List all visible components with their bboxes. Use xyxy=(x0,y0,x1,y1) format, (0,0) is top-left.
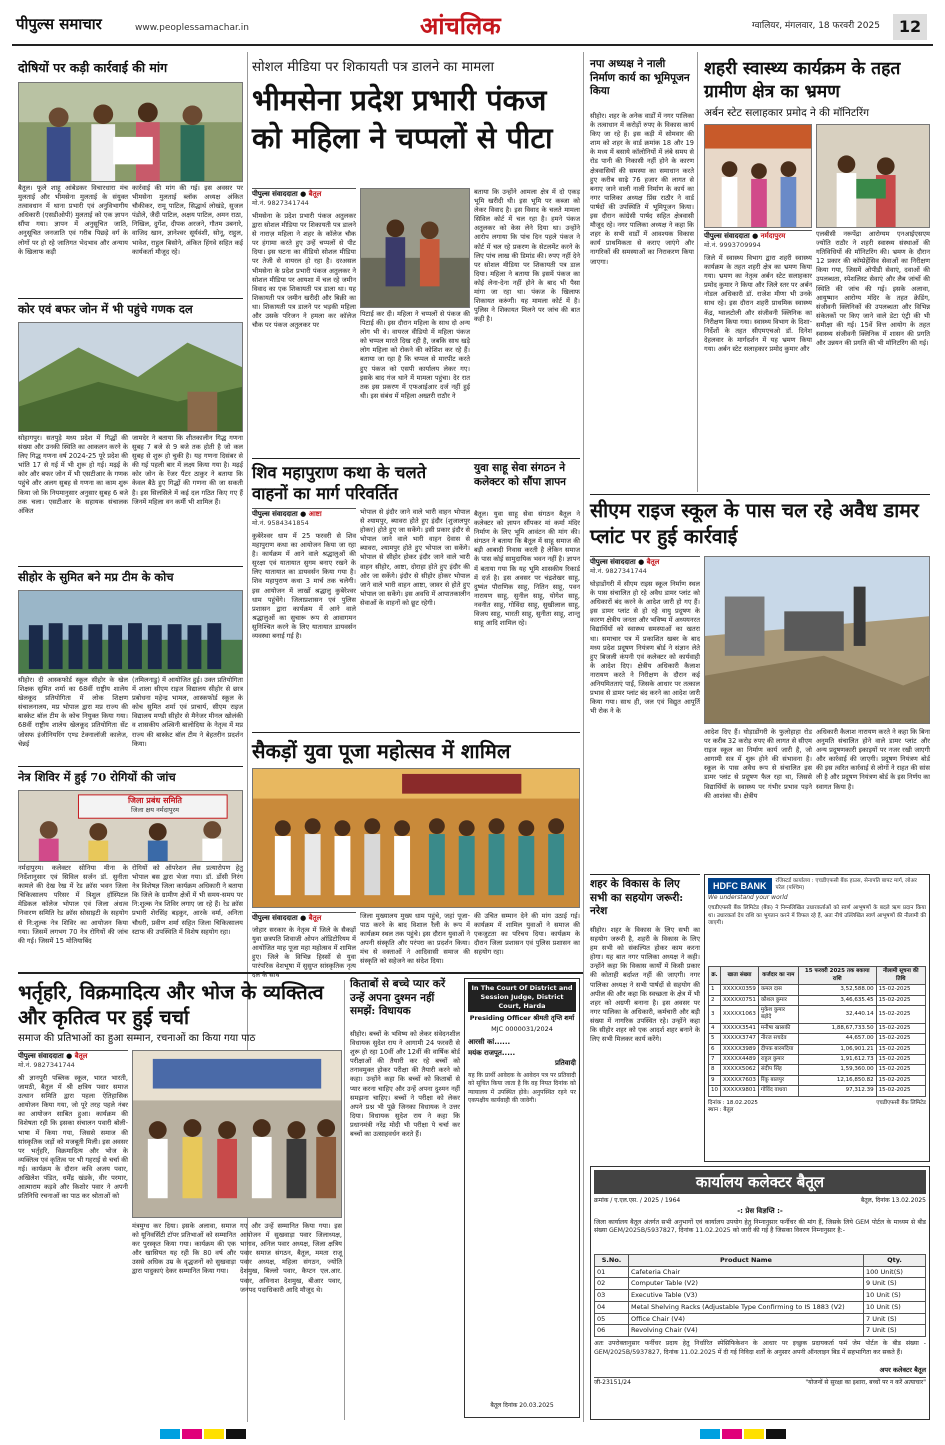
hdfc-table-cell: 1 xyxy=(709,985,721,995)
hdfc-logo: HDFC BANK xyxy=(708,878,772,894)
article-body: बैतूल। युवा साहू सेवा संगठन बैतूल ने कलेक्टर को ज्ञापन सौंपकर मां कर्मा मंदिर निर्माण के लिए भूमि आवंटन की मांग की। संगठन ने बताया कि बैतूल में साहू समाज की बड़ी आबादी निवास करती है लेकिन समाज के पास कोई सामुदायिक भवन नहीं है। ज्ञापन में बताया गया कि यह भूमि शासकीय रिकार्ड में दर्ज है। इस अवसर पर चंद्रशेखर साहू, दुष्यंत पौराणिक साहू, नितिन साहू, पवन नारायण साहू, सुनील साहू, योगेश साहू, नवनीत साहू, गोविंदा साहू, सुखीलाल साहू, विजय साहू, भारती साहू, सुनीता साहू, शान्तु साहू आदि शामिल रहे। xyxy=(474,510,580,628)
hdfc-table-cell: नीरज सचदेव xyxy=(758,1034,798,1044)
article-body: सोहागपुर। सतपुड़े मध्य प्रदेश में गिद्धों की संख्या और उनकी स्थिति का आकलन करने के लिए गिद्ध गणना वर्ष 2024-25 पूरे प्रदेश की भांति 17 से गई में भी शुरू हो गई। मढ़ई के कोर और बफर जोन में भी एसटीआर के गणक पहुंचे और अलग सुबह से गणना का काम शुरू किया जो कि नियमानुसार अनुसार सुबह 6 बजे तक चला। एसटीआर के सहायक संचालक अंकित xyxy=(18,434,128,515)
lead-headline: भीमसेना प्रदेश प्रभारी पंकज को महिला ने चप्पलों से पीटा xyxy=(252,83,553,155)
article-body: जिला मुख्यालय मुख्य धाम पहुंचे, जहां पूजा-पाठ करने के बाद विशाल रैली के रूप में कार्यक्रम स्थल तक पहुंचे। इस दौरान युवाओं ने अपनी संस्कृति और परंपरा का प्रदर्शन किया। मंच से वक्ताओं ने आदिवासी समाज की संस्कृति को सहेजने का संदेश दिया। xyxy=(360,912,470,966)
court-party: प्रतिवादी xyxy=(554,1058,576,1067)
article-body: की उचित सम्मान देने की मांग उठाई गई। कार्यक्रम में शामिल युवाओं ने समाज की एकजुटता का परिचय दिया। कार्यक्रम के दौरान जिला प्रशासन एवं पुलिस प्रशासन का सहयोग रहा। xyxy=(474,912,580,957)
court-sign: बैतूल दिनांक 20.03.2025 xyxy=(490,1402,554,1410)
subheadline: अर्बन स्टेट सलाहकार प्रमोद ने की मॉनिटरिंग xyxy=(704,107,870,119)
hdfc-table-cell: XXXXX0751 xyxy=(721,995,759,1005)
collector-col-header: Product Name xyxy=(629,1254,864,1266)
byline-location: बैतूल xyxy=(74,1052,88,1060)
byline-reporter: पीपुल्स संवाददाता xyxy=(252,914,298,922)
collector-table-row xyxy=(595,1313,926,1325)
festival-photo xyxy=(252,768,580,908)
hdfc-table-cell: 6 xyxy=(709,1044,721,1054)
hdfc-table-cell: 2 xyxy=(709,995,721,1005)
byline-mobile: मो.नं. 9993709994 xyxy=(704,241,761,250)
hdfc-col-header: कर्जदार का नाम xyxy=(758,967,798,985)
hdfc-col-header: 15 फरवरी 2025 तक बकाया राशि xyxy=(798,967,876,985)
registration-mark xyxy=(160,1429,180,1439)
collector-table-cell: Executive Table (V3) xyxy=(629,1290,864,1302)
collector-footer-ref: जी-23151/24 xyxy=(594,1378,631,1386)
collector-table-cell: Computer Table (V2) xyxy=(629,1278,864,1290)
article-body: बताया कि उन्होंने आमला क्षेत्र में दो एकड़ भूमि खरीदी थी। इस भूमि पर कब्जा को लेकर विवाद है। इस विवाद के चलते मामला सिविल कोर्ट में चल रहा है। हमने पंकज अतुलकर को केस लेने दिया था। उन्होंने आरोप लगाया कि पांच दिन पहले पंकज ने कोर्ट में चल रहे प्रकरण के सेटलमेंट करने के लिए पांच लाख की डिमांड की। रुपए नहीं देने पर सोशल मीडिया पर शिकायती पत्र डाल दिया। महिला ने बताया कि इसमें पंकज का कोई लेना-देना नहीं होने के बाद भी पैसा मांगा जा रहा था। पंकज के खिलाफ शिकायत करूंगी। यह मामला कोर्ट में है। पुलिस ने शिकायत मिलने पर जांच की बात कही है। xyxy=(474,188,580,324)
hdfc-table-cell: गोविंद वाधवा xyxy=(758,1086,798,1096)
collector-table-row xyxy=(595,1301,926,1313)
hdfc-table-cell: कौशल कुमार xyxy=(758,995,798,1005)
hdfc-col-header: खाता संख्या xyxy=(721,967,759,985)
hdfc-table-cell: XXXXX1063 xyxy=(721,1005,759,1023)
headline: नेत्र शिविर में हुई 70 रोगियों की जांच xyxy=(18,770,176,784)
registration-mark xyxy=(226,1429,246,1439)
registration-mark xyxy=(744,1429,764,1439)
article-body: पिटाई कर दी। महिला ने चप्पलों से पंकज की पिटाई की। इस दौरान महिला के साथ दो अन्य लोग भी थे। वायरल वीडियो में महिला पंकज को चप्पल मारते दिख रही है, जबकि साथ खड़े लोग महिला को रोकने की कोशिश कर रहे हैं। बताया जा रहा है कि चप्पल से मारपीट करते हुए पंकज को एसपी कार्यालय लेकर गए। इसके बाद गंज थाने में मामला पहुंचा। देर रात तक इस प्रकरण में एफआईआर दर्ज नहीं हुई थी। इस संबंध में महिला अख्तरी राठौर ने xyxy=(360,310,470,400)
collector-table-cell: 10 Unit (S) xyxy=(864,1290,926,1302)
court-body: यह कि प्रार्थी आवेदक के आवेदन पत्र पर प्रतिवादी को सूचित किया जाता है कि वह नियत दिनांक को न्यायालय में उपस्थित होवे। अनुपस्थित रहने पर एकपक्षीय कार्यवाही की जावेगी। xyxy=(468,1072,576,1104)
hdfc-table-cell: कमल दास xyxy=(758,985,798,995)
hdfc-table-cell: 15-02-2025 xyxy=(876,1034,925,1044)
byline-location: बैतूल xyxy=(308,190,322,198)
collector-notice xyxy=(590,1166,930,1420)
banner-text: जिला प्रबंध समिति xyxy=(127,796,182,805)
hdfc-table-cell: 1,91,612.73 xyxy=(798,1055,876,1065)
hdfc-table-cell: 15-02-2025 xyxy=(876,1044,925,1054)
byline-location: आष्टा xyxy=(308,510,322,518)
article-body: (तमिलनाडु) में आयोजित हुई। उक्त प्रतियोगिता में शाला सीएम राइज विद्यालय सीहोर से छात्र प्रबोधना महेन्द्र भामल, आस्कफोर्ड स्कूल के कोच सुमित शर्मा एवं प्राचार्य, सीएम राइज विद्यालय मण्डी सीहोर से मैनेजर मीनल खोलंकी व शासकीय अश्विनी बालोदिया के नेतृत्व में मप्र राज्य की बास्केट बॉल टीम ने बेहतरीन प्रदर्शन किया। xyxy=(132,676,243,748)
hdfc-table-cell: XXXXX9801 xyxy=(721,1086,759,1096)
article-body: सीहोर। दी आस्कफोर्ड स्कूल सीहोर के खेल शिक्षक सुमित शर्मा का 68वीं राष्ट्रीय शालेय खेलकूद प्रतियोगिता में लोक शिक्षण संचालनालय, मप्र भोपाल द्वारा मप्र राज्य की बास्केट बॉल टीम के कोच नियुक्त किया गया। 68वीं राष्ट्रीय शालेय खेलकूद प्रतियोगिता सेंट जोसफ इंजीनियरिंग एण्ड टेक्नालॉजी कालेज, चेन्नई xyxy=(18,676,128,748)
hdfc-table-cell: 8 xyxy=(709,1065,721,1075)
byline-mobile: मो.नं. 9827341744 xyxy=(18,1061,75,1070)
byline-mobile: मो.नं. 9584341854 xyxy=(252,519,309,528)
collector-table-cell: 100 Unit(S) xyxy=(864,1266,926,1278)
hdfc-table-cell: 32,440.14 xyxy=(798,1005,876,1023)
hdfc-table-cell: 15-02-2025 xyxy=(876,1005,925,1023)
hdfc-table-cell: राहुल कुमार xyxy=(758,1055,798,1065)
article-body: श्री ज्ञानपुरी पब्लिक स्कूल, भारत भारती, जामठी, बैतूल में श्री क्षत्रिय पवार समाज उत्थान समिति द्वारा पहला ऐतिहासिक आयोजन किया गया, जो पूरे तरह पहले नंबर का आयोजन साबित हुआ। कार्यक्रम की विशेषता रही कि इसका संचालन पवारी बोली-भाषा में किया गया, जिससे समाज की सांस्कृतिक जड़ों को मजबूती मिली। इस अवसर पर भर्तृहरि, विक्रमादित्य और भोज के व्यक्तित्व एवं कृतित्व पर भी गहराई से चर्चा की गई। कार्यक्रम के दौरान कवि अजय पवार, अखिलेश पंडित, धर्मेंद्र खंडके, वीर परमार, आत्माराम कड़वे और किशोर पवार ने अपनी प्रतिनिधि रचनाओं का पाठ कर श्रोताओं को xyxy=(18,1074,128,1201)
court-ref: MJC 0000031/2024 xyxy=(491,1025,553,1034)
asphalt-plant-photo xyxy=(704,556,930,724)
hdfc-table-cell: 3,46,635.45 xyxy=(798,995,876,1005)
page-number: 12 xyxy=(893,14,927,40)
hdfc-table-cell: 1,06,901.21 xyxy=(798,1044,876,1054)
byline-reporter: पीपुल्स संवाददाता xyxy=(704,232,750,240)
registration-mark xyxy=(722,1429,742,1439)
hdfc-table-cell: मनीषा खासकी xyxy=(758,1023,798,1033)
collector-table-row xyxy=(595,1266,926,1278)
headline: कोर एवं बफर जोन में भी पहुंचे गणक दल xyxy=(18,302,193,316)
banner-subtext: जिला क्षय नर्मदापुरम xyxy=(130,806,180,814)
headline: शिव महापुराण कथा के चलते वाहनों का मार्ग परिवर्तित xyxy=(252,463,427,504)
byline-mobile: मो.नं. 9827341744 xyxy=(590,567,647,576)
hdfc-table-row xyxy=(709,1065,926,1075)
byline-location: बैतूल xyxy=(646,558,660,566)
collector-intro: जिला कार्यालय बैतूल अंतर्गत सभी अनुभागों एवं कार्यालय उपयोग हेतु निम्नानुसार फर्नीचर की मांग हैं, जिसके लिये GEM पोर्टल के माध्यम से बीड संख्या GEM/2025B/5937827, दिनांक 11.02.2025 को जारी की गई है जिसका विवरण निम्नानुसार है:- xyxy=(594,1218,926,1235)
hdfc-table-cell: 9 xyxy=(709,1075,721,1085)
kicker: सोशल मीडिया पर शिकायती पत्र डालने का मामला xyxy=(252,59,495,75)
article-body: भीमसेना के प्रदेश प्रभारी पंकज अतुलकर द्वारा सोशल मीडिया पर शिकायती पत्र डालने से नाराज़ महिला ने शहर के कॉलेज चौक पर हंगामा करते हुए उन्हें चप्पलों से पीट दिया। इस घटना का वीडियो सोशल मीडिया पर तेजी से वायरल हो रहा है। दरअसल भीमसेना के प्रदेश प्रभारी पंकज अतुलकर ने सोशल मीडिया पर आयशा में चल रहे जमीन विवाद का एक शिकायती पत्र डाला था। यह शिकायती पत्र जमीन खरीदी और बिक्री का था। शिकायती पत्र डालने पर भड़की महिला और उसके परिजन ने हमला कर कॉलेज चौक पर पंकज अतुलकर पर xyxy=(252,212,356,330)
hdfc-table-cell: 3 xyxy=(709,1005,721,1023)
collector-table-cell: 02 xyxy=(595,1278,629,1290)
court-party: आरसी कां...... xyxy=(468,1037,511,1046)
article-body: भोपाल से इंदौर जाने वाले भारी वाहन भोपाल से श्यामपुर, ब्यावरा होते हुए इंदौर (शुजालपुर होकर) होते हुए जा सकेंगे। इसी प्रकार इंदौर से भोपाल जाने वाले भारी वाहन देवास से ब्यावरा, श्यामपुर होते हुए भोपाल जा सकेंगे। भोपाल से सीहोर होकर इंदौर जाने वाले भारी वाहन सीहोर, आष्टा, दोराहा होते हुए इंदौर की ओर जा सकेंगे। इंदौर से सीहोर होकर भोपाल जाने वाले भारी वाहन आष्टा, जावर से होते हुए भोपाल जा सकेंगे। इस अवधि में आपातकालीन सेवाओं के वाहनों को छूट रहेगी। xyxy=(360,508,470,607)
hdfc-col-header: नीलामी सूचना की तिथि xyxy=(876,967,925,985)
headline: सीएम राइज स्कूल के पास चल रहे अवैध डामर प्लांट पर हुई कार्रवाई xyxy=(590,499,919,549)
byline-reporter: पीपुल्स संवाददाता xyxy=(252,190,298,198)
byline-reporter: पीपुल्स संवाददाता xyxy=(252,510,298,518)
collector-subject: -: प्रेस विज्ञप्ति :- xyxy=(737,1207,783,1216)
registration-mark xyxy=(204,1429,224,1439)
article-body: आदेश दिए हैं। घोड़ाडोंगरी के फुलोहाहा रोड पर करीब 32 करोड़ रुपए की लागत से सीएम राइज स्कूल का निर्माण कार्य जारी है, जो आगामी सत्र में शुरू होने की संभावना है। स्कूल के पास अवैध रूप से संचालित इस डामर प्लांट से प्रदूषण फैल रहा था, जिससे विद्यार्थियों के स्वास्थ्य पर गंभीर प्रभाव पड़ने की आशंका थी। क्षेत्रीय xyxy=(704,728,812,800)
newspaper-logo: पीपुल्स समाचार xyxy=(16,15,102,33)
headline: भर्तृहरि, विक्रमादित्य और भोज के व्यक्तित्व और कृतित्व पर हुई चर्चा xyxy=(18,981,324,1030)
hdfc-address: रजिस्टर्ड कार्यालय : एचडीएफसी बैंक हाउस, सेनापति बापट मार्ग, लोअर परेल (पश्चिम) xyxy=(775,878,917,892)
hdfc-table-cell: 1,59,360.00 xyxy=(798,1065,876,1075)
masthead-rule xyxy=(12,44,933,46)
hdfc-table-row xyxy=(709,995,926,1005)
collector-table xyxy=(594,1254,926,1337)
byline-location: बैतूल xyxy=(308,914,322,922)
article-body: कुबेरेश्वर धाम में 25 फरवरी से शिव महापुराण कथा का आयोजन किया जा रहा है। कार्यक्रम में आने वाले श्रद्धालुओं की सुरक्षा एवं यातायात सुगम बनाए रखने के लिए यातायात का डायवर्सन किया गया है। शिव महापुराण कथा 3 मार्च तक चलेगी। इस आयोजन में लाखों श्रद्धालु कुबेरेश्वर धाम पहुंचेंगे। जिलाप्रशासन एवं पुलिस प्रशासन द्वारा कार्यक्रम में आने वाले श्रद्धालुओं का सुचारू रूप से आवागमन सुनिश्चित करने के लिए यातायात डायवर्सन व्यवस्था बनाई गई है। xyxy=(252,532,356,641)
hdfc-table-row xyxy=(709,1023,926,1033)
court-title: Session Judge, District Court, Harda xyxy=(480,992,564,1010)
byline-block: पीपुल्स संवाददाता ● बैतूल मो.नं. 9827341744 xyxy=(18,1050,128,1070)
collector-outro: अतः उपरोक्तानुसार फर्नीचर प्रदाय हेतु निर्धारित स्पेसिफिकेशन के आधार पर इच्छुक प्रदायकर्ता फर्म जेम पोर्टल के बीड संख्या - GEM/2025B/5937827, दिनांक 11.02.2025 में दी गई निविदा शर्तों के अनुसार अपनी ऑनलाइन बिड में सहभागिता कर सकते हैं। xyxy=(594,1340,926,1356)
collector-table-cell: Office Chair (V4) xyxy=(629,1313,864,1325)
incident-photo xyxy=(360,188,470,308)
headline: युवा साहू सेवा संगठन ने कलेक्टर को सौंपा ज्ञापन xyxy=(474,462,566,488)
article-body: मंत्रमुग्ध कर दिया। इसके अलावा, समाज को यूनिवर्सिटी टॉपर प्रतिभाओं को सम्मानित कर पुरस्कृत किया गया। कार्यक्रम की एक और खासियत यह रही कि 80 वर्ष और उससे अधिक उम्र के वृद्धजनों को सुखवाड़ा द्वारा पादुकाएं देकर सम्मानित किया गया। xyxy=(132,1222,236,1276)
byline-location: नर्मदापुरम xyxy=(760,232,786,240)
article-body: जामदेर ने बताया कि शीतकालीन गिद्ध गणना सुबह 7 बजे से 9 बजे तक होती है जो कल सुबह से शुरू हो चुकी है। यह गणना दिसंबर से की गई पहली बार में लक्ष्य किया गया है। मढ़ई कोर जोन के रेंजर पैंटर ठाकुर ने बताया कि केवल बैठे हुए गिद्धों की गणना की जा सकती है। इस सिलसिले में कई दल गठित किए गए हैं जिनमें महिला वन कर्मी भी शामिल हैं। xyxy=(132,434,243,506)
hdfc-table-cell: रिंकू बालपुर xyxy=(758,1075,798,1085)
hdfc-table-cell: दीपक बारमदिया xyxy=(758,1044,798,1054)
hdfc-table-cell: 10 xyxy=(709,1086,721,1096)
column-divider xyxy=(697,52,698,492)
hdfc-table-cell: 15-02-2025 xyxy=(876,1075,925,1085)
byline-reporter: पीपुल्स संवाददाता xyxy=(18,1052,64,1060)
byline-mobile: मो.नं. 9827341744 xyxy=(252,199,309,208)
health-meeting-photo xyxy=(816,124,930,228)
byline-block: पीपुल्स संवाददाता ● बैतूल xyxy=(252,912,356,923)
article-body: सीहोर। शहर के अनेक वार्डों में नगर पालिका के तत्वाधान में करोड़ों रुपए के विकास कार्य किए जा रहे हैं। इस कड़ी में सोमवार की शाम को शहर के वार्ड क्रमांक 18 और 19 के मध्य में बसाये कॉलोनियों में लंबे समय से रोड पानी की निकासी नहीं होने के कारण क्षेत्रवासियों की समस्या का समाधान करते हुए करीब साढ़े 76 हजार की लागत से बनाए जाने वाली नाली निर्माण के कार्य का नगर पालिका अध्यक्ष प्रिंस राठौर ने वार्ड पार्षदों की उपस्थिति में भूमिपूजन किया। इस दौरान कांग्रेसी पार्षद सहित क्षेत्रवासी मौजूद रहे। नगर पालिका अध्यक्ष ने कहा कि शहर के सभी वार्डों में आवश्यक विकास कार्य प्राथमिकता से कराए जाएंगे और नागरिकों की समस्याओं का निराकरण किया जाएगा। xyxy=(590,112,694,266)
collector-col-header: Qty. xyxy=(864,1254,926,1266)
court-notice xyxy=(464,978,580,1418)
hdfc-table-cell: XXXXX4489 xyxy=(721,1055,759,1065)
hdfc-table-cell: 15-02-2025 xyxy=(876,1055,925,1065)
collector-sign: अपर कलेक्टर बैतूल xyxy=(879,1366,926,1375)
hdfc-sign: एचडीएफसी बैंक लिमिटेड xyxy=(876,1099,926,1106)
protest-photo xyxy=(18,82,243,182)
health-visit-photo xyxy=(704,124,812,228)
hdfc-table-row xyxy=(709,1005,926,1023)
hdfc-table-cell: XXXXX7603 xyxy=(721,1075,759,1085)
headline: नपा अध्यक्ष ने नाली निर्माण कार्य का भूमिपूजन किया xyxy=(590,58,690,98)
hdfc-auction-notice xyxy=(704,874,930,1162)
byline-block: पीपुल्स संवाददाता ● नर्मदापुरम मो.नं. 9993709994 xyxy=(704,230,812,250)
hdfc-table-row xyxy=(709,1075,926,1085)
hdfc-table-cell: 5 xyxy=(709,1034,721,1044)
headline: सैकड़ों युवा पूजा महोत्सव में शामिल xyxy=(252,739,511,763)
hdfc-table-cell: XXXXX3989 xyxy=(721,1044,759,1054)
section-title: आंचलिक xyxy=(420,11,501,40)
forest-photo xyxy=(18,322,243,432)
article-body: जिले में स्वास्थ्य विभाग द्वारा शहरी स्वास्थ्य कार्यक्रम के तहत शहरी क्षेत्र का भ्रमण किया गया। भ्रमण का नेतृत्व अर्बन स्टेट सलाहकार प्रमोद कुमार ने किया और जिले स्तर पर अर्बन नोडल अधिकारी डॉ. राजेश मीणा भी उनके साथ रहे। इस दौरान शहरी प्राथमिक स्वास्थ्य केंद्र, ग्वालटोली और संजीवनी क्लिनिक का निरीक्षण किया गया। स्वास्थ्य विभाग के दिशा-निर्देशों के तहत सीएमएचओ डॉ. दिनेश देहलवार के मार्गदर्शन में यह भ्रमण किया गया। अर्बन स्टेट सलाहकार प्रमोद कुमार और xyxy=(704,254,812,353)
collector-slogan: "योजनों से सुरक्षा का इशारा, बच्चों पर न करें अत्याचार" xyxy=(805,1378,926,1386)
hdfc-table-cell: XXXXX5062 xyxy=(721,1065,759,1075)
hdfc-intro: एचडीएफसी बैंक लिमिटेड (बैंक) ने निम्नलिखित उधारकर्ताओं को स्वर्ण आभूषणों के बदले ऋण प्रदान किया था। उधारकर्ता देय राशि का भुगतान करने में विफल रहे हैं, अतः नीचे उल्लिखित स्वर्ण आभूषणों की नीलामी की जाएगी। xyxy=(708,905,926,927)
court-title: In The Court Of District and xyxy=(471,984,573,992)
registration-mark xyxy=(182,1429,202,1439)
court-officer: Presiding Officer श्रीमती तृप्ति शर्मा xyxy=(469,1014,575,1023)
collector-table-cell: 7 Unit (S) xyxy=(864,1325,926,1337)
hdfc-table-cell: 7 xyxy=(709,1055,721,1065)
collector-table-cell: Cafeteria Chair xyxy=(629,1266,864,1278)
collector-table-cell: 06 xyxy=(595,1325,629,1337)
hdfc-table-cell: 44,657.00 xyxy=(798,1034,876,1044)
hdfc-date: दिनांक : 18.02.2025 xyxy=(708,1099,758,1106)
court-party: मयंक राजपूत..... xyxy=(468,1049,516,1058)
dateline: ग्वालियर, मंगलवार, 18 फरवरी 2025 xyxy=(752,21,880,31)
collector-table-cell: 05 xyxy=(595,1313,629,1325)
registration-mark xyxy=(766,1429,786,1439)
collector-table-cell: 03 xyxy=(595,1290,629,1302)
collector-date: बैतूल, दिनांक 13.02.2025 xyxy=(860,1197,926,1205)
hdfc-table-cell: 15-02-2025 xyxy=(876,1086,925,1096)
collector-table-cell: 04 xyxy=(595,1301,629,1313)
hdfc-table-row xyxy=(709,985,926,995)
headline: किताबों से बच्चे प्यार करें उन्हें अपना दुश्मन नहीं समझें: विधायक xyxy=(350,978,446,1018)
article-body: जोहार सरकार के नेतृत्व में जिले के सैकड़ों युवा छत्रपति शिवाजी ओपन ऑडिटोरियम में आयोजित माह पूजा महा महोत्सव में शामिल हुए। जिले के विभिन्न हिस्सों से युवा पारंपरिक वेशभूषा में सुसुप्त सांस्कृतिक नृत्य दल के साथ xyxy=(252,926,356,980)
hdfc-table-row xyxy=(709,1055,926,1065)
collector-table-row xyxy=(595,1278,926,1290)
article-body: एलबीसी नरूपेंद्रा आरोग्यम एनआईएसएम ज्योति राठौर ने शहरी स्वास्थ्य संस्थाओं की गतिविधियों की मॉनिटरिंग की। भ्रमण के दौरान 12 प्रकार की कॉम्प्रेहेंसिव सेवाओं का निरीक्षण किया गया, जिसमें ओपीडी सेवाएं, दवाओं की उपलब्धता, स्पेशलिस्ट सेवाएं और लैब जांचों की स्थिति की जांच की गई। इसके अलावा, आयुष्मान आरोग्य मंदिर के तहत क्रेडिंग, संजीवनी क्लिनिकों की उपलब्धता और विभिन्न संकेतकों पर किए जाने वाले डेटा एंट्री की भी समीक्षा की गई। 15वें वित्त आयोग के तहत स्वास्थ्य संजीवनी क्लिनिक में शासन की प्रगति और उन्नयन की प्रगति की भी मॉनिटरिंग की गई। xyxy=(816,230,930,348)
article-body: घोड़ाडोंगरी में सीएम राइस स्कूल निर्माण स्थल के पास संचालित हो रहे अवैध डामर प्लांट को अधिकारों बंद करने के आदेश जारी हो गए हैं। इस डामर प्लांट से हो रहे वायु प्रदूषण के कारण क्षेत्रीय जनता और भविष्य में अध्ययनरत विद्यार्थियों को स्वास्थ्य समस्याओं का खतरा था। समाचार पत्र में प्रकाशित खबर के बाद मध्य प्रदेश प्रदूषण नियंत्रण बोर्ड ने संज्ञान लेते हुए बिजली कंपनी एवं कलेक्टर को कार्यवाही के आदेश दिए। क्षेत्रीय अधिकारी कैलाश नारायण करते ने निरीक्षण के दौरान कई अनियमितताएं पाईं, जिसके आधार पर तत्काल प्रभाव से डामर प्लांट बंद करने का आदेश जारी किया गया। साथ ही, जल एवं विद्युत आपूर्ति भी रोक ने के xyxy=(590,580,700,716)
byline-block: पीपुल्स संवाददाता ● बैतूल मो.नं. 9827341744 xyxy=(590,556,700,576)
collector-table-cell: 01 xyxy=(595,1266,629,1278)
hdfc-table-cell: 15-02-2025 xyxy=(876,1065,925,1075)
hdfc-table-cell: XXXXX3541 xyxy=(721,1023,759,1033)
hdfc-table-cell: 1,88,67,733.50 xyxy=(798,1023,876,1033)
hdfc-table xyxy=(708,966,926,1096)
collector-col-header: S.No. xyxy=(595,1254,629,1266)
collector-title: कार्यालय कलेक्टर बैतूल xyxy=(594,1170,926,1194)
team-photo xyxy=(18,590,243,674)
headline: दोषियों पर कड़ी कार्रवाई की मांग xyxy=(18,60,168,75)
headline: सीहोर के सुमित बने मप्र टीम के कोच xyxy=(18,570,174,584)
hdfc-table-cell: मुकेश कुमार बड़ोदे xyxy=(758,1005,798,1023)
website-url[interactable]: www.peoplessamachar.in xyxy=(135,23,249,33)
subheadline: समाज की प्रतिभाओं का हुआ सम्मान, रचनाओं का किया गया पाठ xyxy=(18,1033,256,1044)
collector-table-cell: Revolving Chair (V4) xyxy=(629,1325,864,1337)
hdfc-table-cell: 12,16,850.82 xyxy=(798,1075,876,1085)
collector-ref: क्रमांक / ए.एल.एस. / 2025 / 1964 xyxy=(594,1197,681,1205)
column-divider xyxy=(583,52,584,1422)
masthead xyxy=(0,0,945,50)
hdfc-tagline: We understand your world xyxy=(708,894,788,902)
hdfc-table-row xyxy=(709,1034,926,1044)
hdfc-table-cell: 15-02-2025 xyxy=(876,1023,925,1033)
byline-block: पीपुल्स संवाददाता ● बैतूल मो.नं. 9827341744 xyxy=(252,188,356,208)
collector-table-row xyxy=(595,1325,926,1337)
hdfc-table-row xyxy=(709,1044,926,1054)
hdfc-table-cell: 97,312.39 xyxy=(798,1086,876,1096)
article-body: रोगियों को ऑपरेशन लेंस प्रत्यारोपण हेतु भोपाल बस द्वारा भेजा गया। डॉ. डोंसी निरंग नेत्र विशेषज्ञ जिला कार्यक्रम अधिकारी ने बताया कि जिले के ग्रामीण क्षेत्रों में भी समय-समय पर नि:शुल्क नेत्र शिविर लगाए जा रहे हैं। रेड क्रॉस प्रभारी शेरसिंह बड़कुर, आरके वर्मा, अनिता चौधरी, प्रवीण शर्मा सहित जिला चिकित्सालय स्टाफ की उपस्थिति में विशेष सहयोग रहा। xyxy=(132,864,243,936)
felicitation-photo xyxy=(132,1050,342,1218)
hdfc-table-cell: XXXXX3747 xyxy=(721,1034,759,1044)
hdfc-table-cell: 4 xyxy=(709,1023,721,1033)
collector-table-row xyxy=(595,1290,926,1302)
article-body: सीहोर। शहर के विकास के लिए सभी का सहयोग जरूरी है, शहरी के विकास के लिए हम सभी को संकल्पित होकर काम करना होगा। यह बात नगर पालिका अध्यक्ष ने कही। उन्होंने कहा कि विकास कार्यों में किसी प्रकार की कोताही बर्दाश्त नहीं की जाएगी। नगर पालिका अध्यक्ष ने सभी पार्षदों से सहयोग की अपील की और कहा कि स्वच्छता के क्षेत्र में भी शहर को अग्रणी बनाना है। इस अवसर पर नगर पालिका के अधिकारी, कर्मचारी और बड़ी संख्या में नागरिक उपस्थित रहे। उन्होंने कहा कि सीहोर शहर को एक आदर्श शहर बनाने के लिए सभी मिलकर कार्य करेंगे। xyxy=(590,926,700,1044)
headline: शहर के विकास के लिए सभी का सहयोग जरूरी: नरेश xyxy=(590,878,684,918)
article-body: सीहोर। बच्चों के भविष्य को लेकर संवेदनशील विधायक सुदेश राय ने आगामी 24 फरवरी से शुरू हो रहा 10वीं और 12वीं की वार्षिक बोर्ड परीक्षाओं की तैयारी कर रहे बच्चों को तनावमुक्त होकर परीक्षा की तैयारी करने को कहा। उन्होंने कहा कि बच्चों को किताबों से प्यार करना चाहिए और उन्हें अपना दुश्मन नहीं समझना चाहिए। बच्चों ने परीक्षा को लेकर अपने प्रश्न भी पूछे जिनका विधायक ने उत्तर दिया। विधायक सुदेश राय ने कहा कि प्रधानमंत्री नरेंद्र मोदी भी परीक्षा पे चर्चा कर बच्चों का उत्साहवर्धन करते हैं। xyxy=(350,1030,460,1139)
article-body: नर्मदापुरम। कलेक्टर सोनिया मीना के निर्देशानुसार एवं सिविल सर्जन डॉ. सुनीता कामले की देख रेख में रेड क्रॉस भवन जिला चिकित्सालय परिसर में त्रिशुल हॉस्पिटल मेडिकल कॉलेज भोपाल एवं जिला अंधत्व निवारण समिति रेड क्रॉस सोसाइटी के सहयोग से नि:शुल्क नेत्र शिविर का आयोजन किया गया। जिसमें लगभग 70 नेत्र रोगियों की जांच की गई। जिसमें 15 मोतियाबिंद xyxy=(18,864,128,945)
hdfc-table-cell: XXXXX0359 xyxy=(721,985,759,995)
registration-mark xyxy=(700,1429,720,1439)
hdfc-table-cell: 15-02-2025 xyxy=(876,985,925,995)
hdfc-col-header: क्र. xyxy=(709,967,721,985)
article-body: गए और उन्हें सम्मानित किया गया। इस आयोजन में सुखवाड़ा पवार जिलाध्यक्ष, भानाव, अनिल पवार अध्यक्ष, जिला क्षत्रिय पवार समाज संगठन, बैतूल, ममता राजू पवार अध्यक्ष, महिला संगठन, ज्योति देशमुख, बिल्लो पवार, कैप्टन एल.आर. पवार, अविनाश देशमुख, बीआर पवार, जनपद पदाधिकारी आदि मौजूद थे। xyxy=(240,1222,342,1294)
headline: शहरी स्वास्थ्य कार्यक्रम के तहत ग्रामीण क्षेत्र का भ्रमण xyxy=(704,59,901,102)
article-body: अधिकारी कैलाश नारायण करते ने कहा कि बिना अनुमति संचालित होने वाले डामर प्लांट और अन्य प्रदूषणकारी इकाइयों पर नजर रखी जाएगी और कार्रवाई की जाएगी। प्रदूषण नियंत्रण बोर्ड की इस त्वरित कार्रवाई से लोगों ने राहत की सांस ली है और प्रदूषण नियंत्रण बोर्ड के इस निर्णय का स्वागत किया है। xyxy=(816,728,930,791)
collector-table-cell: 10 Unit (S) xyxy=(864,1301,926,1313)
hdfc-place: स्थान : बैतूल xyxy=(708,1107,734,1114)
article-body: बैतूल। फूले शाहू आंबेडकर विचारधारा मंच मुलताई और भीमसेना मुलताई के संयुक्त तत्वावधान में थाना प्रभारी एवं अनुविभागीय अधिकारी (एसडीओपी) मुलताई को एक ज्ञापन सौंपा गया। ज्ञापन में अनुसूचित जाति, अनुसूचित जनजाति एवं गरीब पिछड़े वर्ग के लोगों पर हो रहे जातिगत भेदभाव और अन्याय के खिलाफ कड़ी xyxy=(18,184,128,256)
byline-reporter: पीपुल्स संवाददाता xyxy=(590,558,636,566)
hdfc-table-cell: 3,52,588.00 xyxy=(798,985,876,995)
byline-block: पीपुल्स संवाददाता ● आष्टा मो.नं. 9584341854 xyxy=(252,508,356,528)
hdfc-table-cell: संदीप सिंह xyxy=(758,1065,798,1075)
collector-table-cell: Metal Shelving Racks (Adjustable Type Confirming to IS 1883 (V2) xyxy=(629,1301,864,1313)
hdfc-table-row xyxy=(709,1086,926,1096)
collector-table-cell: 9 Unit (S) xyxy=(864,1278,926,1290)
collector-table-cell: 7 Unit (S) xyxy=(864,1313,926,1325)
hdfc-table-cell: 15-02-2025 xyxy=(876,995,925,1005)
article-body: कार्रवाई की मांग की गई। इस अवसर पर भीमसेना मुलताई ब्लॉक अध्यक्ष अंकित चौकीकर, रामू पाटिल, सिद्धार्थ लोखंडे, सुजल पंडोले, जैदी पाटिल, अक्षय पाटिल, अमन राठा, निखिल, दुर्गेश, दीपक अरजने, गौतम उबनारे, वाजिद खान, ज्ञानेश्वर सूर्यवंशी, सोनू, राहुल, भावेश, राहुल बिसोने, अंकित हिंगवे सहित कई कार्यकर्ता मौजूद रहे। xyxy=(132,184,243,256)
